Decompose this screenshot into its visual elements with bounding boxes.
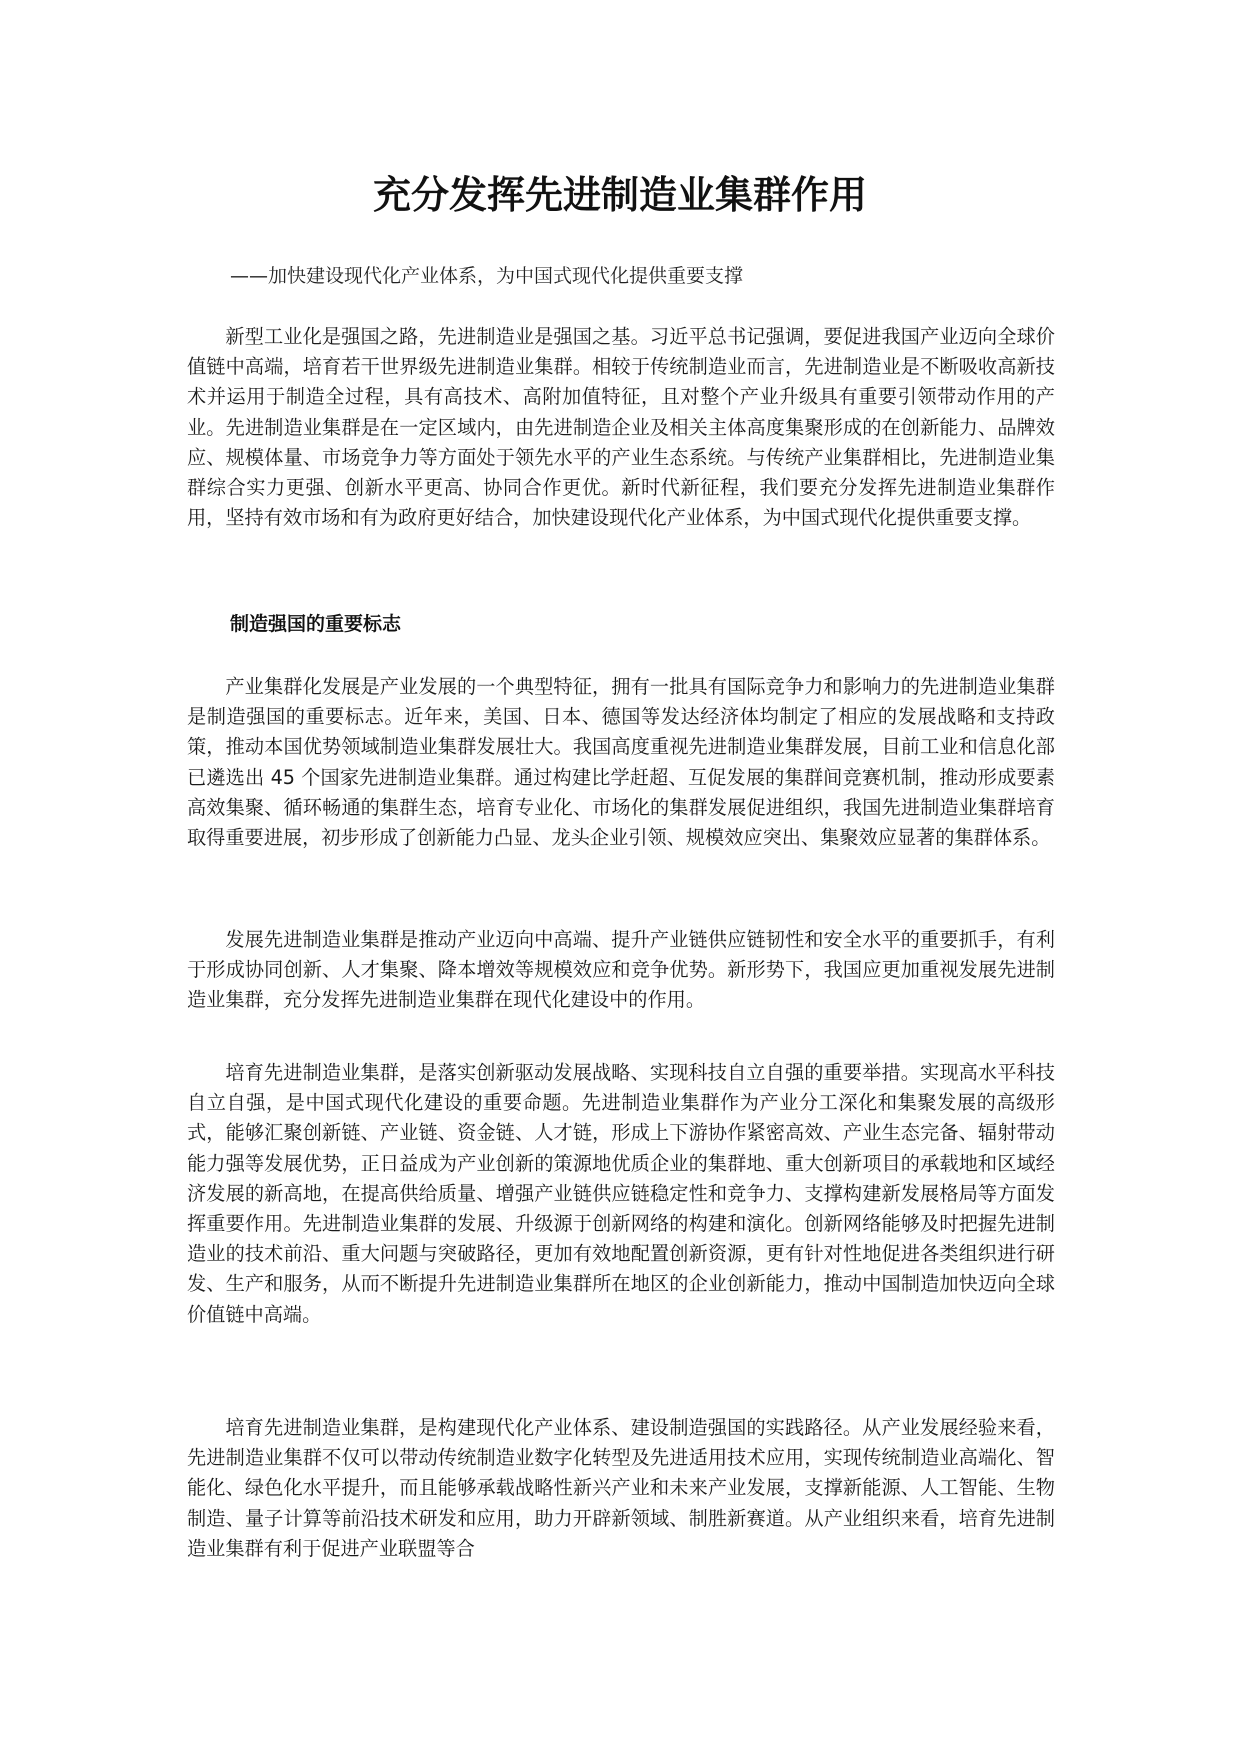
paragraph-section-2: 发展先进制造业集群是推动产业迈向中高端、提升产业链供应链韧性和安全水平的重要抓手，有利于形成协同创新、人才集聚、降本增效等规模效应和竞争优势。新形势下，我国应更加重视发展先进制造业集群，充分发挥先进制造业集群在现代化建设中的作用。 (187, 928, 1055, 1012)
page-subtitle: ——加快建设现代化产业体系，为中国式现代化提供重要支撑 (230, 265, 744, 287)
paragraph-section-3: 培育先进制造业集群，是落实创新驱动发展战略、实现科技自立自强的重要举措。实现高水平科技自立自强，是中国式现代化建设的重要命题。先进制造业集群作为产业分工深化和集聚发展的高级形式，能够汇聚创新链、产业链、资金链、人才链，形成上下游协作紧密高效、产业生态完备、辐射带动能力强等发展优势，正日益成为产业创新的策源地优质企业的集群地、重大创新项目的承载地和区域经济发展的新高地，在提高供给质量、增强产业链供应链稳定性和竞争力、支撑构建新发展格局等方面发挥重要作用。先进制造业集群的发展、升级源于创新网络的构建和演化。创新网络能够及时把握先进制造业的技术前沿、重大问题与突破路径，更加有效地配置创新资源，更有针对性地促进各类组织进行研发、生产和服务，从而不断提升先进制造业集群所在地区的企业创新能力，推动中国制造加快迈向全球价值链中高端。 (187, 1061, 1055, 1326)
page-title: 充分发挥先进制造业集群作用 (372, 173, 867, 217)
paragraph-section-4: 培育先进制造业集群，是构建现代化产业体系、建设制造强国的实践路径。从产业发展经验来看，先进制造业集群不仅可以带动传统制造业数字化转型及先进适用技术应用，实现传统制造业高端化、智能化、绿色化水平提升，而且能够承载战略性新兴产业和未来产业发展，支撑新能源、人工智能、生物制造、量子计算等前沿技术研发和应用，助力开辟新领域、制胜新赛道。从产业组织来看，培育先进制造业集群有利于促进产业联盟等合 (187, 1416, 1055, 1560)
paragraph-section-1: 产业集群化发展是产业发展的一个典型特征，拥有一批具有国际竞争力和影响力的先进制造业集群是制造强国的重要标志。近年来，美国、日本、德国等发达经济体均制定了相应的发展战略和支持政策，推动本国优势领域制造业集群发展壮大。我国高度重视先进制造业集群发展，目前工业和信息化部已遴选出 45 个国家先进制造业集群。通过构建比学赶超、互促发展的集群间竞赛机制，推动形成要素高效集聚、循环畅通的集群生态，培育专业化、市场化的集群发展促进组织，我国先进制造业集群培育取得重要进展，初步形成了创新能力凸显、龙头企业引领、规模效应突出、集聚效应显著的集群体系。 (187, 675, 1055, 850)
paragraph-intro: 新型工业化是强国之路，先进制造业是强国之基。习近平总书记强调，要促进我国产业迈向全球价值链中高端，培育若干世界级先进制造业集群。相较于传统制造业而言，先进制造业是不断吸收高新技术并运用于制造全过程，具有高技术、高附加值特征，且对整个产业升级具有重要引领带动作用的产业。先进制造业集群是在一定区域内，由先进制造企业及相关主体高度集聚形成的在创新能力、品牌效应、规模体量、市场竞争力等方面处于领先水平的产业生态系统。与传统产业集群相比，先进制造业集群综合实力更强、创新水平更高、协同合作更优。新时代新征程，我们要充分发挥先进制造业集群作用，坚持有效市场和有为政府更好结合，加快建设现代化产业体系，为中国式现代化提供重要支撑。 (187, 325, 1055, 530)
section-heading: 制造强国的重要标志 (230, 613, 402, 635)
